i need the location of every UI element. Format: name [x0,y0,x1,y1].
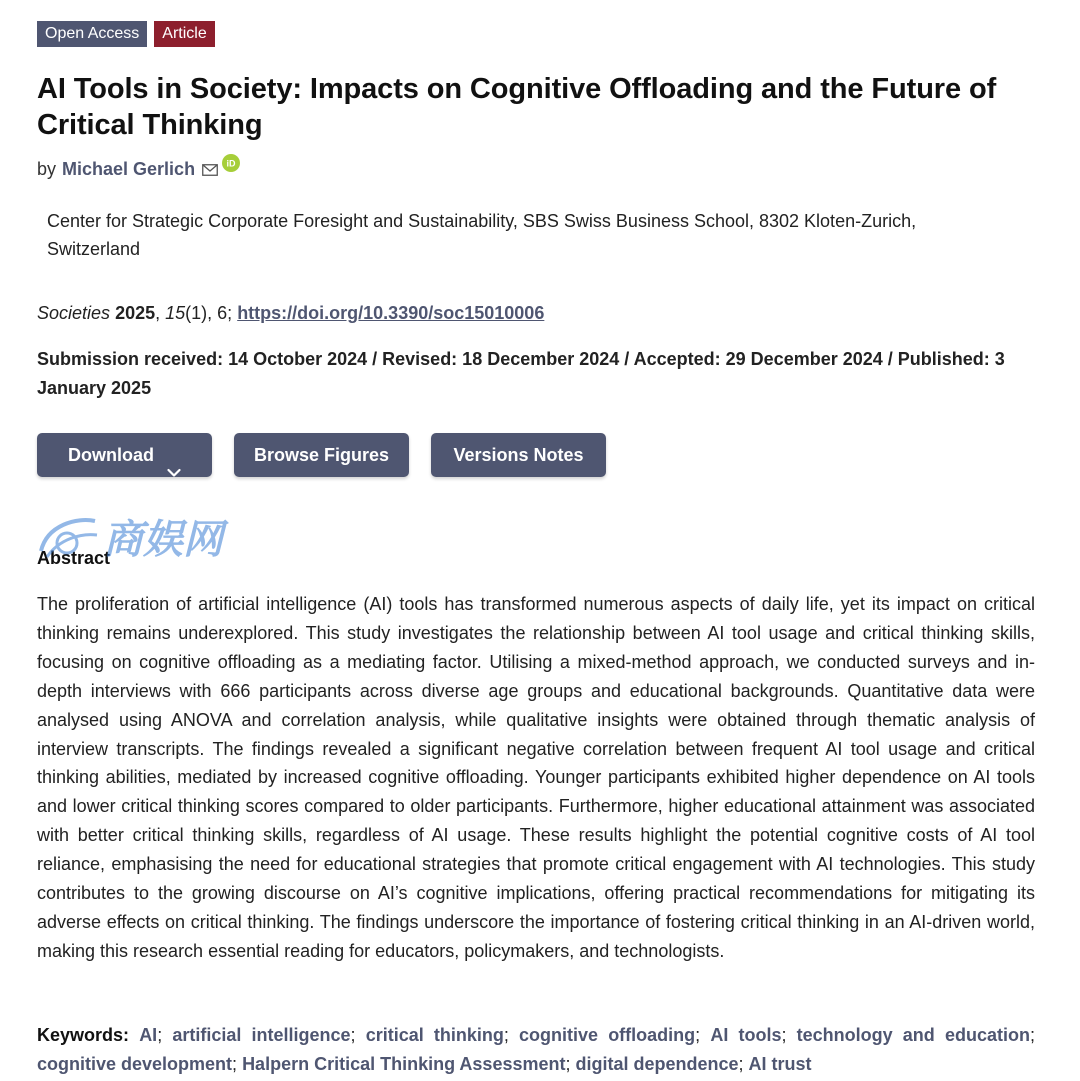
citation: Societies 2025, 15(1), 6; https://doi.org/10.3390/soc15010006 [37,303,545,323]
keyword-link[interactable]: cognitive offloading [519,1025,696,1045]
article-type-badge: Article [154,21,214,47]
action-buttons [37,433,1035,477]
citation-volume: 15 [165,303,186,323]
article-title: AI Tools in Society: Impacts on Cognitive Offloading and the Future of Critical Thinking [37,73,997,141]
byline [37,157,1035,181]
open-access-badge[interactable]: Open Access [37,21,147,47]
journal-name: Societies [37,303,111,323]
browse-figures-button[interactable]: Browse Figures [234,433,409,477]
author-link[interactable]: Michael Gerlich [62,158,196,179]
doi-link[interactable]: https://doi.org/10.3390/soc15010006 [237,303,545,323]
abstract-heading: Abstract [37,548,111,568]
keywords [37,1021,1035,1079]
citation-issue: (1), 6; [185,303,233,323]
keywords-label: Keywords: [37,1025,130,1045]
svg-text:商娱网: 商娱网 [103,517,223,563]
abstract-text: The proliferation of artificial intelligence (AI) tools has transformed numerous aspects of daily life, yet its impact on critical thinking remains underexplored. This study investigates the relationship between AI tool usage and critical thinking skills, focusing on cognitive offloading as a mediating factor. Utilising a mixed-method approach, we conducted surveys and in-depth interviews with 666 participants across diverse age groups and educational backgrounds. Quantitative data were analysed using ANOVA and correlation analysis, while qualitative insights were obtained through thematic analysis of interview transcripts. The findings revealed a significant negative correlation between frequent AI tool usage and critical thinking abilities, mediated by increased cognitive offloading. Younger participants exhibited higher dependence on AI tools and lower critical thinking scores compared to older participants. Furthermore, higher educational attainment was associated with better critical thinking skills, regardless of AI usage. These results highlight the potential cognitive costs of AI tool reliance, emphasising the need for educational strategies that promote critical engagement with AI technologies. This study contributes to the growing discourse on AI’s cognitive implications, offering practical recommendations for mitigating its adverse effects on critical thinking. The findings underscore the importance of fostering critical thinking in an AI-driven world, making this research essential reading for educators, policymakers, and technologists. [37,594,1035,961]
affiliation: Center for Strategic Corporate Foresight and Sustainability, SBS Swiss Business School, 8302 Kloten-Zurich, Switzerland [47,211,917,259]
keyword-link[interactable]: cognitive development [37,1054,233,1074]
svg-text:iD: iD [226,158,236,169]
keyword-link[interactable]: Halpern Critical Thinking Assessment [242,1054,566,1074]
keyword-link[interactable]: AI [139,1025,158,1045]
badges [37,21,1035,47]
envelope-icon[interactable] [202,160,218,172]
keyword-link[interactable]: AI tools [710,1025,782,1045]
keyword-link[interactable]: critical thinking [365,1025,504,1045]
keyword-link[interactable]: digital dependence [575,1054,739,1074]
download-label: Download [67,445,154,465]
keyword-link[interactable]: artificial intelligence [172,1025,351,1045]
article-page [37,21,1035,1074]
orcid-icon[interactable] [222,154,240,172]
keyword-link[interactable]: technology and education [796,1025,1030,1045]
keyword-link[interactable]: AI trust [748,1054,812,1074]
keywords-list: AI; artificial intelligence; critical thinking; cognitive offloading; AI tools; technology and education; cognitive development; Halpern Critical Thinking Assessment; digital dependence; AI trust [37,1025,1035,1074]
versions-notes-button[interactable]: Versions Notes [431,433,606,477]
citation-year: 2025 [115,303,156,323]
publication-dates: Submission received: 14 October 2024 / Revised: 18 December 2024 / Accepted: 29 December 2024 / Published: 3 January 2025 [37,349,1005,398]
byline-prefix: by [37,158,57,179]
chevron-down-icon [167,450,181,460]
download-button[interactable] [37,433,212,477]
watermark-logo [37,511,277,563]
